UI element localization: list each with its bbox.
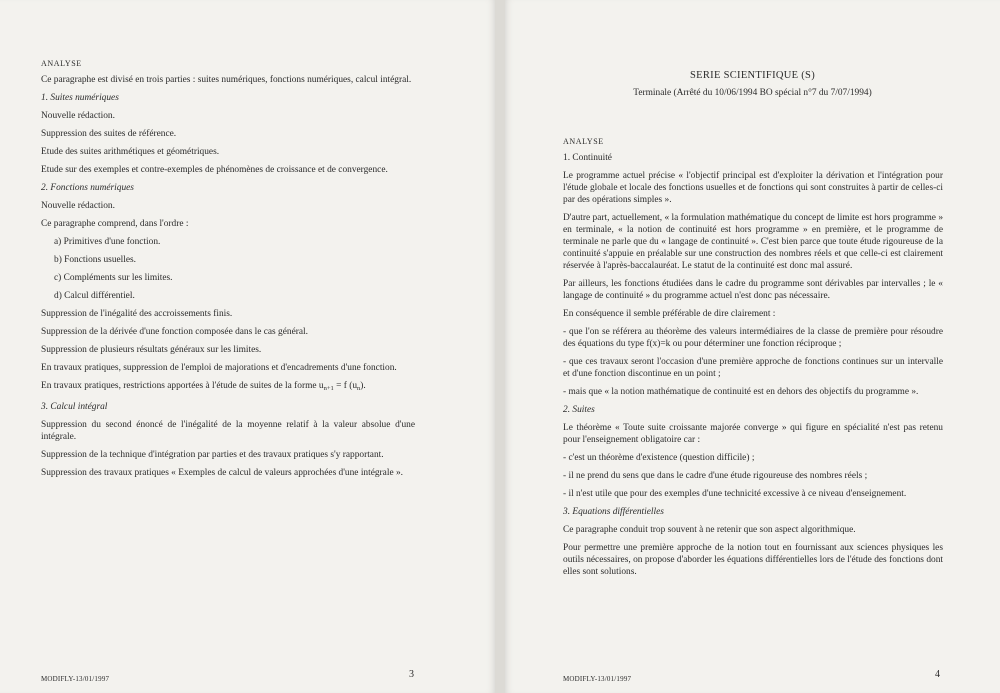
paragraph: Suppression des suites de référence. [41,129,177,139]
paragraph: - que ces travaux seront l'occasion d'une première approche de fonctions continues sur un intervalle et d'une fonction discontinue en un point ; [563,357,943,379]
page-footer: MODIFLY-13/01/1997 [41,675,110,683]
subsection-title-text: 1. Continuité [563,153,612,163]
paragraph: - il ne prend du sens que dans le cadre d'une étude rigoureuse des nombres réels ; [563,471,868,481]
subsection-title-continuite [563,152,943,164]
list-item: d) Calcul différentiel. [54,291,135,301]
left-page-body [41,58,415,485]
sequence-paragraph [41,380,415,395]
paragraph: Suppression des travaux pratiques « Exemples de calcul de valeurs approchées d'une intégrale ». [41,468,403,478]
paragraph: Suppression du second énoncé de l'inégalité de la moyenne relatif à la valeur absolue d'une intégrale. [41,420,415,442]
sequence-close: ). [360,381,366,391]
page-number: 3 [409,669,414,680]
paragraph: Suppression de l'inégalité des accroissements finis. [41,309,233,319]
page-footer: MODIFLY-13/01/1997 [563,675,632,683]
page-number: 4 [935,669,940,680]
paragraph: - mais que « la notion mathématique de continuité est en dehors des objectifs du programme ». [563,387,919,397]
paragraph: Suppression de la technique d'intégration par parties et des travaux pratiques s'y rapportant. [41,450,384,460]
subsection-title-calcul: 3. Calcul intégral [41,402,108,412]
subsection-title-suites: 2. Suites [563,405,595,415]
subscript: n [357,385,361,392]
paragraph: D'autre part, actuellement, « la formulation mathématique du concept de limite est hors programme » en terminale, « la notion de continuité est hors programme » en première, et le programme de terminale ne parle que du « langage de continuité ». C'est bien parce que toute étude rigoureuse de la continuité s'appuie en préalable sur une construction des nombres réels et que celle-ci est clairement réservée à l'après-baccalauréat. Le statut de la continuité est donc mal assuré. [563,213,943,271]
paragraph: - que l'on se référera au théorème des valeurs intermédiaires de la classe de première pour résoudre des équations du type f(x)=k ou pour déterminer une fonction réciproque ; [563,327,943,349]
paragraph: Suppression de plusieurs résultats généraux sur les limites. [41,345,262,355]
paragraph: Etude des suites arithmétiques et géométriques. [41,147,220,157]
page-subtitle: Terminale (Arrêté du 10/06/1994 BO spécial n°7 du 7/07/1994) [633,88,872,98]
subsection-title-suites: 1. Suites numériques [41,93,119,103]
paragraph: Par ailleurs, les fonctions étudiées dans le cadre du programme sont dérivables par intervalles ; le « langage de continuité » du programme actuel n'est donc pas nécessaire. [563,279,943,301]
paragraph: Nouvelle rédaction. [41,111,115,121]
paragraph: Ce paragraphe comprend, dans l'ordre : [41,219,189,229]
page-title: SERIE SCIENTIFIQUE (S) [689,70,815,81]
paragraph: Le théorème « Toute suite croissante majorée converge » qui figure en spécialité n'est pas retenu pour l'enseignement obligatoire car : [563,423,943,445]
left-page [0,0,495,693]
paragraph: Ce paragraphe conduit trop souvent à ne retenir que son aspect algorithmique. [563,525,856,535]
list-item: c) Compléments sur les limites. [54,273,173,283]
paragraph: - c'est un théorème d'existence (question difficile) ; [563,453,755,463]
paragraph: - il n'est utile que pour des exemples d'une technicité excessive à ce niveau d'enseignement. [563,489,907,499]
right-page-body [563,136,943,584]
paragraph: Pour permettre une première approche de la notion tout en fournissant aux sciences physiques les outils nécessaires, on propose d'aborder les équations différentielles lors de l'étude des fonctions dont elles sont solutions. [563,543,943,577]
subsection-title-equations: 3. Equations différentielles [563,507,664,517]
list-item: b) Fonctions usuelles. [54,255,137,265]
binding-gutter [495,0,505,693]
sequence-text-end: = f (u [333,381,358,391]
paragraph: Suppression de la dérivée d'une fonction composée dans le cas général. [41,327,308,337]
intro-paragraph: Ce paragraphe est divisé en trois parties : suites numériques, fonctions numériques, calcul intégral. [41,75,412,85]
right-page [505,0,1000,693]
list-item: a) Primitives d'une fonction. [54,237,161,247]
sequence-text: En travaux pratiques, restrictions apportées à l'étude de suites de la forme u [41,381,324,391]
paragraph: Etude sur des exemples et contre-exemples de phénomènes de croissance et de convergence. [41,165,388,175]
subsection-title-fonctions: 2. Fonctions numériques [41,183,134,193]
section-heading: ANALYSE [41,59,82,68]
paragraph: En travaux pratiques, suppression de l'emploi de majorations et d'encadrements d'une fonction. [41,363,397,373]
section-heading: ANALYSE [563,137,604,146]
paragraph: Le programme actuel précise « l'objectif principal est d'exploiter la dérivation et l'intégration pour l'étude globale et locale des fonctions usuelles et de fonctions qui sont construites à partir de celles-ci par des opérations simples ». [563,171,943,205]
paragraph: Nouvelle rédaction. [41,201,115,211]
subscript: n+1 [323,385,334,392]
paragraph: En conséquence il semble préférable de dire clairement : [563,309,776,319]
